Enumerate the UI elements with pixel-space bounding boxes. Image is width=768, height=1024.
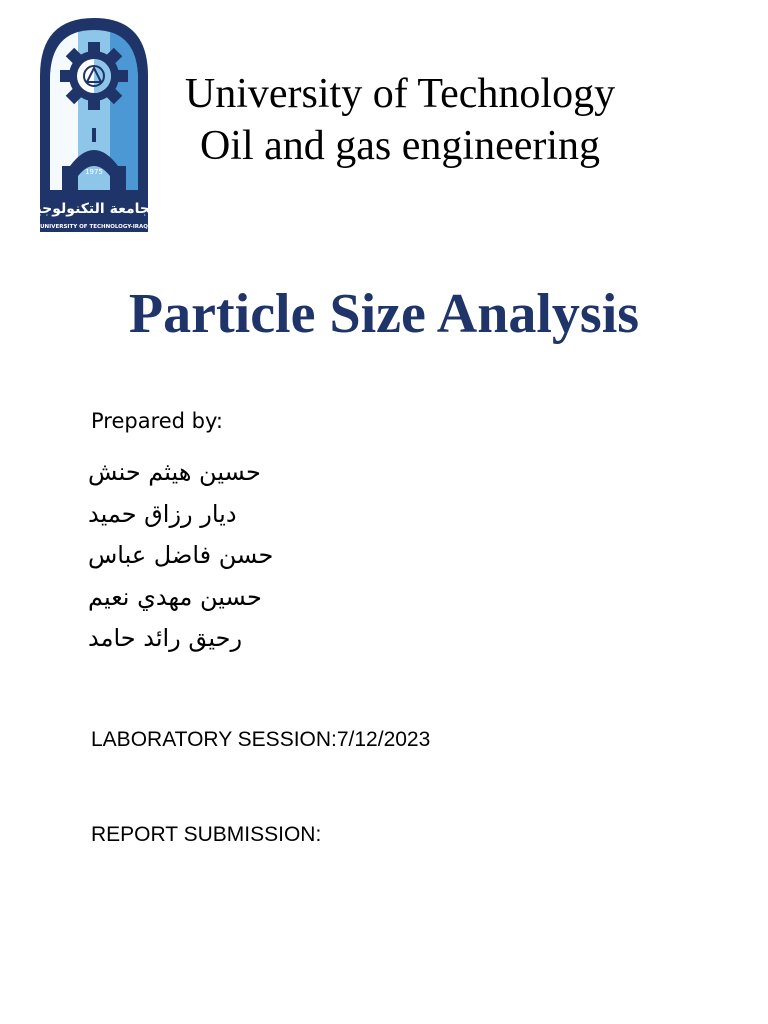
laboratory-session: LABORATORY SESSION:7/12/2023 bbox=[91, 728, 431, 751]
author-name: حسن فاضل عباس bbox=[88, 541, 274, 569]
prepared-by-label: Prepared by: bbox=[91, 409, 223, 433]
university-of-technology-iraq-logo bbox=[27, 16, 161, 234]
author-list bbox=[88, 452, 288, 660]
svg-text:1975: 1975 bbox=[85, 168, 103, 176]
department-name: Oil and gas engineering bbox=[199, 123, 601, 169]
svg-text:الجامعة التكنولوجية: الجامعة التكنولوجية bbox=[27, 201, 161, 217]
author-name: رحيق رائد حامد bbox=[88, 624, 243, 652]
author-name: حسين مهدي نعيم bbox=[88, 582, 262, 611]
report-submission: REPORT SUBMISSION: bbox=[91, 823, 322, 846]
document-title: Particle Size Analysis bbox=[128, 283, 640, 345]
author-name: حسين هيثم حنش bbox=[88, 458, 261, 486]
university-name: University of Technology bbox=[184, 71, 616, 117]
author-name: ديار رزاق حميد bbox=[88, 499, 237, 528]
svg-text:UNIVERSITY OF TECHNOLOGY-IRAQ: UNIVERSITY OF TECHNOLOGY-IRAQ bbox=[40, 224, 148, 230]
